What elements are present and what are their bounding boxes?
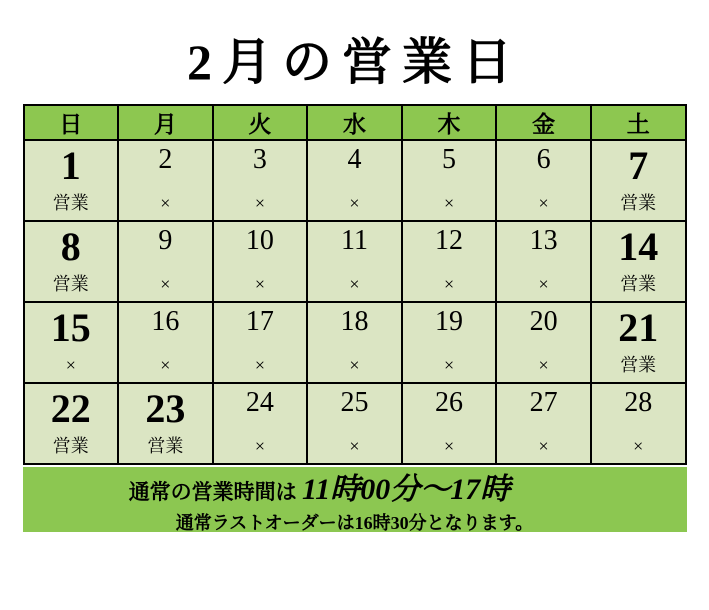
day-number: 6 (536, 143, 551, 175)
day-cell-28 (591, 383, 686, 464)
day-number: 27 (529, 386, 558, 418)
day-cell-20 (496, 302, 591, 383)
day-status: 営業 (52, 435, 89, 456)
day-cell-4 (307, 140, 402, 221)
day-cell-19 (402, 302, 497, 383)
day-number: 21 (618, 304, 659, 350)
day-number: 5 (442, 143, 457, 175)
day-cell-9 (118, 221, 213, 302)
day-number: 10 (245, 224, 274, 256)
calendar-table (23, 104, 687, 465)
day-cell-25 (307, 383, 402, 464)
day-status: × (538, 273, 549, 294)
hours-line-2: 通常ラストオーダーは16時30分となります。 (175, 512, 534, 533)
day-status: × (254, 273, 265, 294)
day-number: 23 (145, 385, 186, 431)
day-status: × (254, 435, 265, 456)
day-status: × (349, 435, 360, 456)
day-cell-8 (24, 221, 119, 302)
day-status: × (160, 192, 171, 213)
day-cell-10 (213, 221, 308, 302)
day-number: 17 (245, 305, 274, 337)
day-number: 3 (252, 143, 267, 175)
hours-line1-time: 11時00分～17時 (301, 472, 511, 506)
weekday-sun: 日 (24, 105, 119, 140)
day-status: 営業 (620, 192, 657, 213)
day-cell-24 (213, 383, 308, 464)
weekday-header-row (24, 105, 686, 140)
day-status: 営業 (620, 354, 657, 375)
day-number: 4 (347, 143, 362, 175)
day-status: × (443, 435, 455, 456)
day-cell-12 (402, 221, 497, 302)
day-status: × (160, 273, 171, 294)
day-number: 9 (158, 224, 173, 256)
day-status: × (443, 354, 455, 375)
hours-line1-prefix: 通常の営業時間は (128, 479, 297, 504)
day-status: × (349, 192, 360, 213)
day-cell-14 (591, 221, 686, 302)
day-status: × (349, 354, 360, 375)
day-cell-11 (307, 221, 402, 302)
day-cell-3 (213, 140, 308, 221)
day-status: × (254, 354, 265, 375)
day-status: × (65, 354, 76, 375)
day-number: 11 (340, 224, 368, 256)
week-row-2 (24, 221, 686, 302)
day-number: 25 (340, 386, 369, 418)
day-cell-26 (402, 383, 497, 464)
day-cell-7 (591, 140, 686, 221)
day-number: 22 (50, 385, 91, 431)
week-row-3 (24, 302, 686, 383)
day-number: 7 (628, 142, 649, 188)
day-status: × (254, 192, 265, 213)
day-cell-1 (24, 140, 119, 221)
day-cell-6 (496, 140, 591, 221)
day-status: × (538, 435, 549, 456)
day-number: 13 (529, 224, 558, 256)
day-number: 26 (435, 386, 464, 418)
day-number: 1 (60, 142, 81, 188)
hours-banner (23, 467, 687, 532)
day-status: 営業 (147, 435, 184, 456)
weekday-tue: 火 (213, 105, 308, 140)
day-status: × (538, 192, 549, 213)
day-status: 営業 (52, 273, 89, 294)
day-cell-27 (496, 383, 591, 464)
week-row-4 (24, 383, 686, 464)
hours-line-1 (129, 464, 581, 508)
day-status: × (443, 273, 455, 294)
weekday-sat: 土 (591, 105, 686, 140)
day-cell-15 (24, 302, 119, 383)
day-number: 24 (245, 386, 274, 418)
day-status: 営業 (52, 192, 89, 213)
day-cell-22 (24, 383, 119, 464)
day-status: × (160, 354, 171, 375)
day-status: × (633, 435, 644, 456)
day-number: 16 (151, 305, 180, 337)
day-number: 15 (50, 304, 91, 350)
day-cell-16 (118, 302, 213, 383)
day-cell-2 (118, 140, 213, 221)
day-number: 20 (529, 305, 558, 337)
weekday-mon: 月 (118, 105, 213, 140)
day-number: 19 (435, 305, 464, 337)
day-status: × (538, 354, 549, 375)
day-status: 営業 (620, 273, 657, 294)
day-cell-13 (496, 221, 591, 302)
day-number: 2 (158, 143, 173, 175)
day-cell-23 (118, 383, 213, 464)
day-cell-17 (213, 302, 308, 383)
day-cell-5 (402, 140, 497, 221)
day-number: 28 (624, 386, 653, 418)
day-cell-18 (307, 302, 402, 383)
weekday-wed: 水 (307, 105, 402, 140)
day-number: 12 (435, 224, 464, 256)
day-status: × (349, 273, 360, 294)
week-row-1 (24, 140, 686, 221)
day-status: × (443, 192, 455, 213)
day-number: 8 (60, 223, 81, 269)
day-cell-21 (591, 302, 686, 383)
weekday-thu: 木 (402, 105, 497, 140)
page-title: 2月の営業日 (187, 34, 522, 90)
day-number: 14 (618, 223, 659, 269)
day-number: 18 (340, 305, 369, 337)
weekday-fri: 金 (496, 105, 591, 140)
